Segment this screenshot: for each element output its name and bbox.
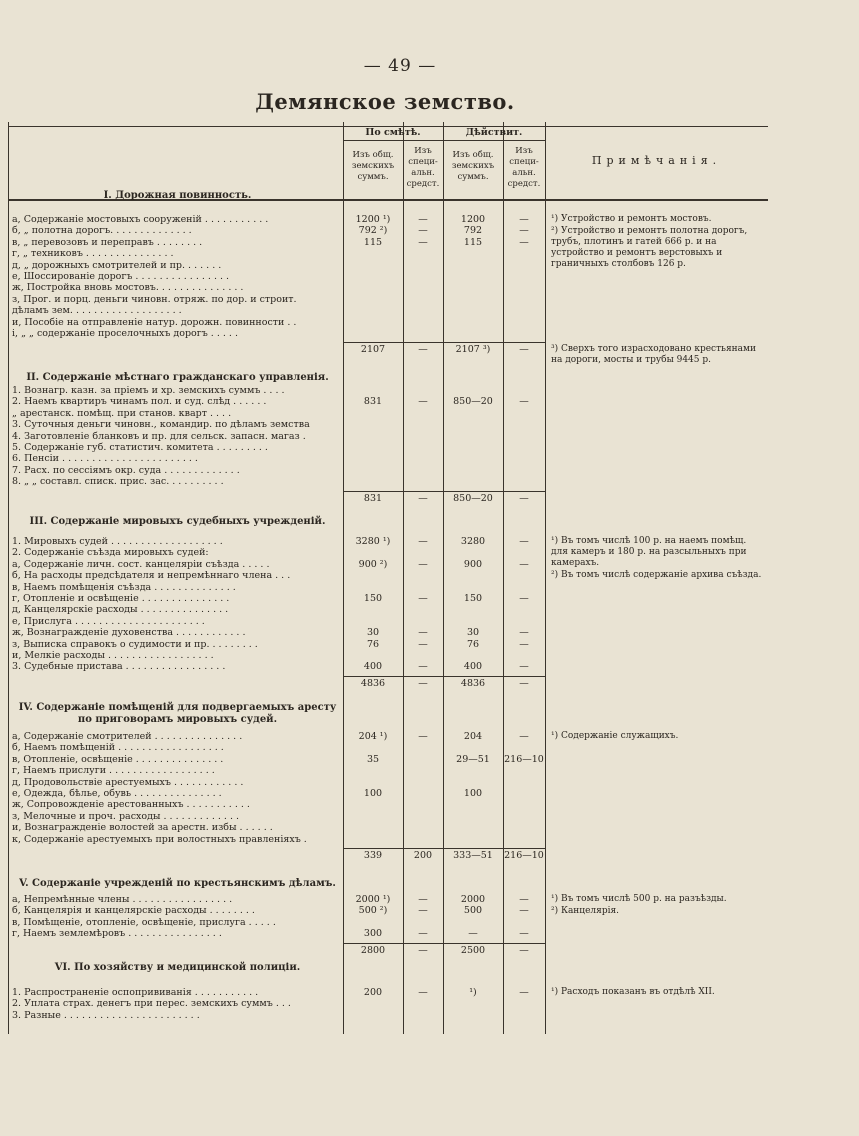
- table-row: [8, 650, 768, 661]
- row-label: и, Вознагражденіе волостей за арестн. избы . . . . . .: [12, 822, 273, 834]
- total-rule: [343, 676, 545, 677]
- table-row: [8, 616, 768, 627]
- total-value-c2: —: [418, 944, 428, 956]
- total-value-c3: 333—51: [453, 850, 493, 861]
- row-label: в, „ перевозовъ и переправъ . . . . . . . .: [12, 236, 203, 248]
- row-value-c2: —: [418, 638, 428, 650]
- total-row: [8, 493, 768, 504]
- row-label: з, Мелочные и проч. расходы . . . . . . . . . . . . .: [12, 810, 240, 822]
- header-actual: Дѣйствит.: [465, 127, 523, 138]
- row-value-c1: 76: [366, 638, 380, 650]
- table-row: [8, 476, 768, 487]
- row-value-c2: —: [418, 928, 428, 940]
- section-title: III. Содержаніе мировыхъ судебныхъ учрежденій.: [29, 516, 326, 527]
- row-value-c4: —: [519, 894, 529, 905]
- table-row: [8, 385, 768, 396]
- table-row: [8, 396, 768, 407]
- table-row: [8, 834, 768, 845]
- total-value-c2: —: [418, 344, 428, 356]
- table-row: [8, 661, 768, 672]
- header-general-funds: Изъ общ. земскихъ суммъ.: [451, 150, 495, 182]
- note-text: ²) Канцелярія.: [551, 906, 619, 916]
- row-value-c3: 792: [463, 225, 483, 237]
- row-value-c1: 204 ¹): [358, 731, 388, 742]
- row-label: 2. Уплата страх. денегъ при перес. земскихъ суммъ . . .: [12, 998, 291, 1010]
- row-value-c1: 200: [363, 987, 383, 998]
- table-row: [8, 928, 768, 939]
- table-row: [8, 1010, 768, 1021]
- total-value-c1: 4836: [360, 677, 386, 689]
- row-value-c1: 35: [366, 753, 380, 765]
- total-value-c1: 2107: [360, 344, 386, 356]
- row-label: і, „ „ содержаніе проселочныхъ дорогъ . . . . .: [12, 328, 238, 339]
- row-value-c2: —: [418, 396, 428, 408]
- row-value-c3: 76: [466, 638, 480, 650]
- section-title: V. Содержаніе учрежденій по крестьянскимъ дѣламъ.: [19, 878, 336, 889]
- row-value-c4: —: [519, 558, 529, 570]
- table-row: [8, 754, 768, 765]
- row-label: г, „ техниковъ . . . . . . . . . . . . . . .: [12, 248, 174, 260]
- table-row: [8, 419, 768, 430]
- row-value-c3: 3280: [460, 536, 486, 547]
- row-label: 6. Пенсіи . . . . . . . . . . . . . . . . . . . . . . .: [12, 453, 198, 465]
- row-value-c4: —: [519, 214, 529, 225]
- row-label: д, Продовольствіе арестуемыхъ . . . . . . . . . . . .: [12, 776, 244, 788]
- total-row: [8, 945, 768, 956]
- row-label: а, Содержаніе личн. сост. канцеляріи съѣзда . . . . .: [12, 558, 270, 570]
- table-row: [8, 604, 768, 615]
- section-title: IV. Содержаніе помѣщеній для подвергаемыхъ аресту по приговорамъ мировыхъ судей.: [18, 702, 337, 725]
- header-notes: Примѣчанія.: [591, 154, 722, 167]
- row-label: д, Канцелярскіе расходы . . . . . . . . . . . . . . .: [12, 604, 229, 616]
- row-label: 7. Расх. по сессіямъ окр. суда . . . . . . . . . . . . .: [12, 464, 240, 476]
- row-label: 3. Суточныя деньги чиновн., командир. по дѣламъ земства: [12, 419, 310, 431]
- row-value-c3: 1200: [460, 214, 486, 225]
- row-label: б, Наемъ помѣщеній . . . . . . . . . . . . . . . . . .: [12, 742, 224, 754]
- header-special-funds: Изъ специ-альн. средст.: [507, 146, 541, 189]
- total-rule: [343, 943, 545, 944]
- row-value-c1: 400: [363, 661, 383, 673]
- total-value-c4: —: [519, 677, 529, 689]
- row-value-c4: —: [519, 928, 529, 940]
- row-label: д, „ дорожныхъ смотрителей и пр. . . . . . .: [12, 259, 222, 271]
- row-label: з, Прог. и порц. деньги чиновн. отряж. по дор. и строит.: [12, 293, 297, 305]
- table-row: [8, 917, 768, 928]
- row-label: а, Содержаніе мостовыхъ сооруженій . . . . . . . . . . .: [12, 214, 269, 225]
- table-row: [8, 305, 768, 316]
- row-value-c4: —: [519, 731, 529, 742]
- row-label: к, Содержаніе арестуемыхъ при волостныхъ правленіяхъ .: [12, 833, 307, 845]
- row-label: и, Мелкіе расходы . . . . . . . . . . . . . . . . . .: [12, 650, 214, 661]
- row-label: и, Пособіе на отправленіе натур. дорожн. повинности . .: [12, 316, 297, 328]
- row-value-c4: —: [519, 987, 529, 998]
- row-label: 1. Распространеніе оспопрививанія . . . . . . . . . . .: [12, 987, 259, 998]
- total-value-c3: 4836: [460, 677, 486, 689]
- row-value-c1: 831: [363, 396, 383, 408]
- row-value-c1: 100: [363, 788, 383, 799]
- row-label: б, „ полотна дорогъ. . . . . . . . . . . . . .: [12, 225, 192, 237]
- row-value-c1: 30: [366, 627, 380, 639]
- table-row: [8, 294, 768, 305]
- row-label: е, Шоссированіе дорогъ . . . . . . . . . . . . . . . .: [12, 271, 230, 282]
- row-value-c2: —: [418, 225, 428, 237]
- row-value-c3: —: [468, 928, 478, 940]
- row-value-c4: —: [519, 593, 529, 604]
- row-label: б, На расходы предсѣдателя и непремѣннаго члена . . .: [12, 570, 291, 582]
- row-label: 2. Наемъ квартиръ чинамъ пол. и суд. слѣд . . . . . .: [12, 396, 267, 408]
- row-value-c1: 300: [363, 928, 383, 940]
- header-subrule: [343, 140, 443, 141]
- row-value-c2: —: [418, 987, 428, 998]
- row-label: ж, Сопровожденіе арестованныхъ . . . . . . . . . . .: [12, 799, 250, 811]
- row-value-c1: 150: [363, 593, 383, 604]
- row-label: 3. Разные . . . . . . . . . . . . . . . . . . . . . . .: [12, 1009, 200, 1021]
- row-value-c2: —: [418, 593, 428, 604]
- row-value-c2: —: [418, 661, 428, 673]
- row-label: г, Наемъ прислуги . . . . . . . . . . . . . . . . . .: [12, 765, 215, 777]
- row-label: 5. Содержаніе губ. статистич. комитета . . . . . . . . .: [12, 442, 268, 453]
- row-value-c3: 900: [463, 558, 483, 570]
- note-text: ³) Сверхъ того израсходовано крестьянами на дороги, мосты и трубы 9445 р.: [551, 344, 756, 366]
- row-value-c3: 115: [463, 236, 483, 248]
- page-number: — 49 —: [363, 56, 437, 76]
- row-label: з, Выписка справокъ о судимости и пр. . . . . . . . .: [12, 638, 258, 650]
- row-value-c3: 500: [463, 905, 483, 917]
- row-value-c3: 150: [463, 593, 483, 604]
- table-row: [8, 777, 768, 788]
- row-label: г, Отопленіе и освѣщеніе . . . . . . . . . . . . . . .: [12, 593, 230, 604]
- table-row: [8, 822, 768, 833]
- row-value-c4: —: [519, 236, 529, 248]
- row-value-c1: 500 ²): [358, 905, 388, 917]
- table-row: [8, 431, 768, 442]
- row-label: 1. Мировыхъ судей . . . . . . . . . . . . . . . . . . .: [12, 536, 223, 547]
- total-row: [8, 678, 768, 689]
- table-row: [8, 328, 768, 339]
- table-row: [8, 408, 768, 419]
- note-text: ²) Въ томъ числѣ содержаніе архива съѣзда.: [551, 570, 762, 580]
- note-text: ¹) Въ томъ числѣ 500 р. на разъѣзды.: [551, 894, 727, 904]
- row-label: б, Канцелярія и канцелярскіе расходы . . . . . . . .: [12, 905, 255, 917]
- row-value-c1: 3280 ¹): [355, 536, 391, 547]
- row-value-c3: ¹): [469, 987, 477, 998]
- header-special-funds: Изъ специ-альн. средст.: [406, 146, 440, 189]
- table-row: [8, 788, 768, 799]
- row-value-c3: 850—20: [453, 396, 493, 408]
- table-row: [8, 442, 768, 453]
- row-value-c3: 29—51: [456, 753, 490, 765]
- row-label: е, Прислуга . . . . . . . . . . . . . . . . . . . . . .: [12, 615, 205, 627]
- total-value-c2: —: [418, 677, 428, 689]
- total-value-c4: 216—10: [504, 850, 544, 861]
- total-value-c4: —: [519, 344, 529, 356]
- row-value-c4: —: [519, 627, 529, 639]
- section-title: VI. По хозяйству и медицинской полиціи.: [54, 962, 301, 973]
- total-value-c2: 200: [413, 850, 433, 861]
- total-value-c4: —: [519, 944, 529, 956]
- row-value-c2: —: [418, 536, 428, 547]
- row-label: г, Наемъ землемѣровъ . . . . . . . . . . . . . . . .: [12, 928, 222, 940]
- row-label: в, Отопленіе, освѣщеніе . . . . . . . . . . . . . . .: [12, 753, 224, 765]
- row-value-c4: 216—10: [504, 753, 544, 765]
- row-label: е, Одежда, бѣлье, обувь . . . . . . . . . . . . . . .: [12, 788, 222, 799]
- row-value-c2: —: [418, 214, 428, 225]
- total-rule: [343, 342, 545, 343]
- table-row: [8, 811, 768, 822]
- table-row: [8, 282, 768, 293]
- section-title: I. Дорожная повинность.: [103, 190, 252, 201]
- row-value-c1: 115: [363, 236, 383, 248]
- total-row: [8, 850, 768, 861]
- row-label: „ арестанск. помѣщ. при станов. кварт . . . .: [12, 407, 232, 419]
- row-value-c2: —: [418, 558, 428, 570]
- table-row: [8, 627, 768, 638]
- row-value-c1: 900 ²): [358, 558, 388, 570]
- row-label: в, Наемъ помѣщенія съѣзда . . . . . . . . . . . . . .: [12, 581, 236, 593]
- total-rule: [343, 491, 545, 492]
- table-row: [8, 998, 768, 1009]
- note-text: ¹) Расходъ показанъ въ отдѣлѣ XII.: [551, 987, 715, 997]
- note-text: ¹) Устройство и ремонтъ мостовъ.: [551, 214, 712, 224]
- row-value-c3: 204: [463, 731, 483, 742]
- row-value-c3: 2000: [460, 894, 486, 905]
- total-value-c1: 2800: [360, 944, 386, 956]
- row-value-c4: —: [519, 225, 529, 237]
- note-text: ¹) Въ томъ числѣ 100 р. на наемъ помѣщ. для камеръ и 180 р. на разсыльныхъ при камерахъ.: [551, 536, 747, 568]
- row-value-c4: —: [519, 396, 529, 408]
- row-value-c4: —: [519, 536, 529, 547]
- row-value-c4: —: [519, 905, 529, 917]
- row-label: 4. Заготовленіе бланковъ и пр. для сельск. запасн. магаз .: [12, 430, 306, 442]
- table-row: [8, 639, 768, 650]
- row-value-c4: —: [519, 661, 529, 673]
- row-label: а, Содержаніе смотрителей . . . . . . . . . . . . . . .: [12, 731, 243, 742]
- table-row: [8, 271, 768, 282]
- row-value-c2: —: [418, 905, 428, 917]
- row-value-c1: 1200 ¹): [355, 214, 391, 225]
- total-value-c1: 339: [363, 850, 383, 861]
- row-value-c1: 792 ²): [358, 225, 388, 237]
- budget-table: [8, 122, 768, 1034]
- table-row: [8, 465, 768, 476]
- note-text: ¹) Содержаніе служащихъ.: [551, 731, 679, 741]
- row-label: 2. Содержаніе съѣзда мировыхъ судей:: [12, 547, 209, 559]
- table-row: [8, 742, 768, 753]
- row-value-c4: —: [519, 638, 529, 650]
- row-value-c2: —: [418, 894, 428, 905]
- row-label: ж, Постройка вновь мостовъ. . . . . . . . . . . . . . .: [12, 282, 244, 294]
- header-subrule: [443, 140, 545, 141]
- total-value-c2: —: [418, 492, 428, 504]
- row-label: 3. Судебные пристава . . . . . . . . . . . . . . . . .: [12, 661, 226, 673]
- table-row: [8, 453, 768, 464]
- table-row: [8, 593, 768, 604]
- row-label: дѣламъ зем. . . . . . . . . . . . . . . . . . .: [12, 305, 182, 317]
- table-row: [8, 317, 768, 328]
- row-value-c2: —: [418, 236, 428, 248]
- row-label: в, Помѣщеніе, отопленіе, освѣщеніе, прислуга . . . . .: [12, 916, 276, 928]
- row-value-c3: 100: [463, 788, 483, 799]
- section-title: II. Содержаніе мѣстнаго гражданскаго управленія.: [26, 372, 329, 383]
- row-value-c1: 2000 ¹): [355, 894, 391, 905]
- table-row: [8, 799, 768, 810]
- row-value-c3: 30: [466, 627, 480, 639]
- total-value-c3: 2500: [460, 944, 486, 956]
- total-value-c4: —: [519, 492, 529, 504]
- row-value-c2: —: [418, 731, 428, 742]
- row-label: 8. „ „ составл. списк. прис. зас. . . . . . . . . .: [12, 476, 224, 488]
- header-general-funds: Изъ общ. земскихъ суммъ.: [351, 150, 395, 182]
- page-title: Демянское земство.: [255, 89, 515, 114]
- table-row: [8, 765, 768, 776]
- header-by-estimate: По смѣтѣ.: [365, 127, 421, 138]
- row-label: 1. Вознагр. казн. за пріемъ и хр. земскихъ суммъ . . . .: [12, 385, 285, 396]
- row-label: ж, Вознагражденіе духовенства . . . . . . . . . . . .: [12, 627, 246, 639]
- row-label: а, Непремѣнные члены . . . . . . . . . . . . . . . . .: [12, 894, 233, 905]
- row-value-c2: —: [418, 627, 428, 639]
- total-value-c3: 2107 ³): [455, 344, 491, 356]
- row-value-c3: 400: [463, 661, 483, 673]
- total-rule: [343, 848, 545, 849]
- table-row: [8, 582, 768, 593]
- note-text: ²) Устройство и ремонтъ полотна дорогъ, трубъ, плотинъ и гатей 666 р. и на устройство и ремонтъ верстовыхъ и граничныхъ столбовъ 126 р.: [551, 226, 748, 269]
- total-value-c3: 850—20: [453, 492, 493, 504]
- total-value-c1: 831: [363, 492, 383, 504]
